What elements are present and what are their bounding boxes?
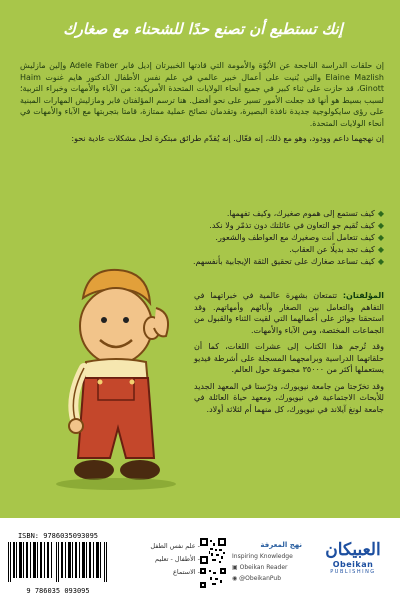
child-illustration xyxy=(38,258,188,498)
bullet-icon: ◆ xyxy=(377,233,384,242)
footer-strip xyxy=(0,518,400,600)
authors-label: المؤلفتان: xyxy=(342,291,385,300)
social-handle: ◉ @ObeikanPub xyxy=(232,575,282,582)
authors-paragraph-1: تتمتعان بشهرة عالمية في خبراتهما في التفاهم والتعامل بين الصغار وآبائهم وأمهاتهم. وقد استحقتا جوائز على أعمالهما التي لقيت الثناء والقبول من الجماعات المختصة، ومن الآباء والأمهات. xyxy=(194,291,384,335)
app-brand: نهج المعرفة xyxy=(260,541,302,549)
bullet-icon: ◆ xyxy=(377,209,384,218)
category-item: - علم نفس الطفل xyxy=(150,542,200,550)
isbn-label: ISBN: 9786035093095 xyxy=(17,532,99,540)
publisher-logo xyxy=(318,540,388,575)
publisher-name-english: Obeikan xyxy=(332,560,374,569)
bullet-icon: ◆ xyxy=(377,221,384,230)
social-icon: ◉ xyxy=(232,575,238,582)
publisher-subtitle: PUBLISHING xyxy=(330,569,376,575)
reader-icon: ▣ xyxy=(232,564,238,571)
list-item: ◆ كيف تستمع إلى هموم صغيرك، وكيف تفهمها. xyxy=(226,209,384,218)
intro-section xyxy=(20,60,384,149)
app-links xyxy=(232,540,302,584)
authors-section xyxy=(194,290,384,420)
barcode-icon xyxy=(6,542,110,582)
list-item: ◆ كيف تُقيم جو التعاون في عائلتك دون تذمّر ولا نكد. xyxy=(209,221,384,230)
list-item: ◆ كيف تتعامل أنت وصغيرك مع العواطف والشعور. xyxy=(215,233,384,242)
intro-paragraph-2: إن نهجهما داعم وودود، وهو مع ذلك، إنه فعّال. إنه يُقدّم طرائق مبتكرة لحل مشكلات عادية نحو: xyxy=(71,134,384,143)
qr-code-icon xyxy=(200,538,226,564)
bullet-icon: ◆ xyxy=(377,257,384,266)
app-brand-english: Inspiring Knowledge xyxy=(232,553,293,560)
barcode-number: 9 786035 093095 xyxy=(26,587,90,595)
bullet-icon: ◆ xyxy=(377,245,384,254)
qr-code-secondary-icon xyxy=(200,568,226,588)
category-item: - الأطفال - تعليم xyxy=(155,555,200,563)
list-item: ◆ كيف تجد بديلًا عن العقاب. xyxy=(289,245,384,254)
header-banner xyxy=(0,0,400,56)
publisher-name-arabic: العبيكان xyxy=(325,540,381,560)
headline: إنك تستطيع أن تصنع حدًا للشحناء مع صغارك xyxy=(63,20,343,38)
authors-paragraph-2: وقد تُرجم هذا الكتاب إلى عشرات اللغات، كما أن حلقاتهما الدراسية وبرامجهما المسجلة على أشرطة فيديو يستعملها أكثر من ٣٥٠٠٠ مجموعة حول العالم. xyxy=(194,342,384,374)
category-item: - الاستماع xyxy=(173,568,200,576)
app-name: ▣ Obeikan Reader xyxy=(232,564,288,571)
authors-paragraph-3: وقد تخرّجتا من جامعة نيويورك، ودرّستا في المعهد الجديد للأبحاث الاجتماعية في نيويورك، ومعهد حياة العائلة في جامعة لونغ آيلاند في نيويورك، كل منهما أم لثلاثة أولاد. xyxy=(194,381,384,414)
intro-paragraph-1: إن حلقات الدراسة الناجحة عن الأبُوّة والأمومة التي قادتها الخبيرتان إديل فابر Adele Faber وإلين مازليش Elaine Mazlish والتي بُنيت على أعمال خبير عالمي في علم نفس الأطفال الدكتور هايم غنوت Haim Ginott، قد حازت على ثناء كبير في جميع أنحاء الولايات المتحدة الأمريكية: من الآباء والأمهات وخبراء التربية؛ لسبب بسيط هو أنها قد جعلت الأمور تسير على نحو أفضل. هنا ترسم المؤلفتان فابر ومازليش المهارات المبنية على رؤى سايكولوجية جديدة نافذة البصيرة، وتقدمان نصائح عملية ممتازة، قامتا بتجربتها مع الآباء والأمهات في أنحاء الولايات المتحدة. xyxy=(20,61,384,128)
list-item: ◆ كيف تساعد صغارك على تحقيق الثقة الإيجابية بأنفسهم. xyxy=(193,257,384,266)
barcode xyxy=(6,532,110,595)
subject-categories xyxy=(114,540,200,579)
